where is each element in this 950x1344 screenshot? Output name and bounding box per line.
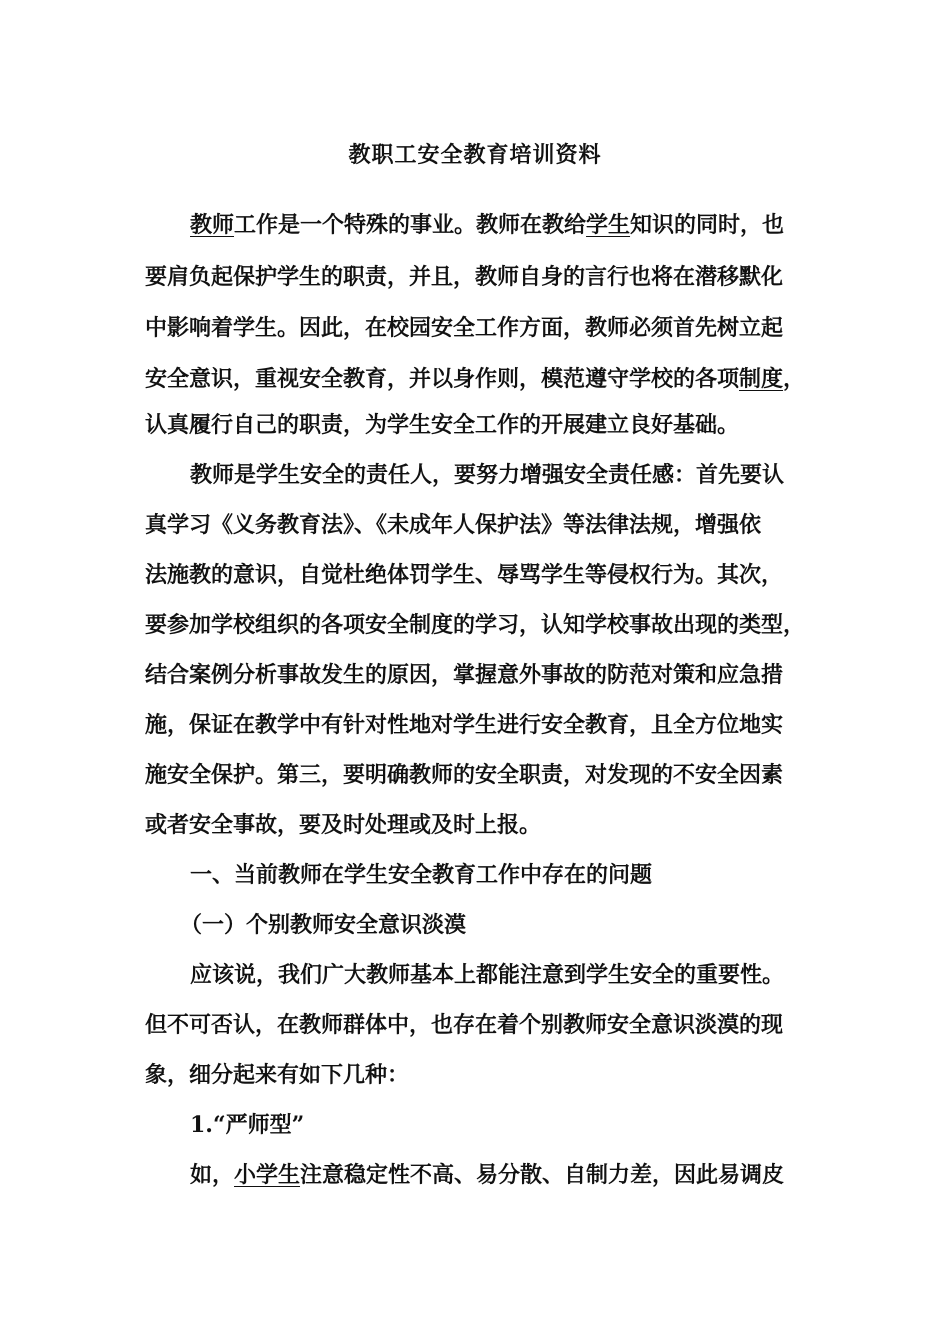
paragraph-line: 结合案例分析事故发生的原因，掌握意外事故的防范对策和应急措 (145, 662, 784, 688)
subsection-heading: （一）个别教师安全意识淡漠 (180, 912, 467, 938)
line-text: 安全意识，重视安全教育，并以身作则，模范遵守学校的各项 (145, 366, 740, 392)
paragraph-line: 中影响着学生。因此，在校园安全工作方面，教师必须首先树立起 (145, 315, 784, 341)
list-heading: 1.“严师型” (190, 1112, 305, 1138)
document-title: 教职工安全教育培训资料 (348, 142, 602, 168)
paragraph-line (145, 364, 825, 394)
paragraph-line: 教师是学生安全的责任人，要努力增强安全责任感：首先要认 (190, 462, 785, 488)
paragraph-line: 施，保证在教学中有针对性地对学生进行安全教育，且全方位地实 (145, 712, 784, 738)
paragraph-line: 要参加学校组织的各项安全制度的学习，认知学校事故出现的类型， (145, 612, 806, 638)
paragraph-line: 或者安全事故，要及时处理或及时上报。 (145, 812, 542, 838)
line-text: 知识的同时，也 (630, 212, 785, 238)
underlined-term: 学生 (586, 212, 631, 238)
paragraph-line: 法施教的意识，自觉杜绝体罚学生、辱骂学生等侵权行为。其次， (145, 562, 784, 588)
line-text: 工作是一个特殊的事业。教师在教给 (234, 212, 587, 238)
line-text: 如， (190, 1162, 235, 1188)
underlined-term: 制度 (739, 366, 784, 392)
section-heading: 一、当前教师在学生安全教育工作中存在的问题 (190, 862, 653, 888)
line-text: 注意稳定性不高、易分散、自制力差，因此易调皮 (300, 1162, 785, 1188)
paragraph-line: 真学习《义务教育法》、《未成年人保护法》等法律法规，增强依 (145, 512, 762, 538)
underlined-term: 小学生 (234, 1162, 301, 1188)
underlined-term: 教师 (190, 212, 235, 238)
line-text: ， (783, 366, 806, 392)
paragraph-line: 要肩负起保护学生的职责，并且，教师自身的言行也将在潜移默化 (145, 264, 784, 290)
paragraph-line: 认真履行自己的职责，为学生安全工作的开展建立良好基础。 (145, 412, 740, 438)
paragraph-line: 象，细分起来有如下几种： (145, 1062, 410, 1088)
paragraph-line (190, 210, 870, 240)
paragraph-line (190, 1160, 870, 1190)
paragraph-line: 施安全保护。第三，要明确教师的安全职责，对发现的不安全因素 (145, 762, 784, 788)
paragraph-line: 应该说，我们广大教师基本上都能注意到学生安全的重要性。 (190, 962, 785, 988)
paragraph-line: 但不可否认，在教师群体中，也存在着个别教师安全意识淡漠的现 (145, 1012, 784, 1038)
